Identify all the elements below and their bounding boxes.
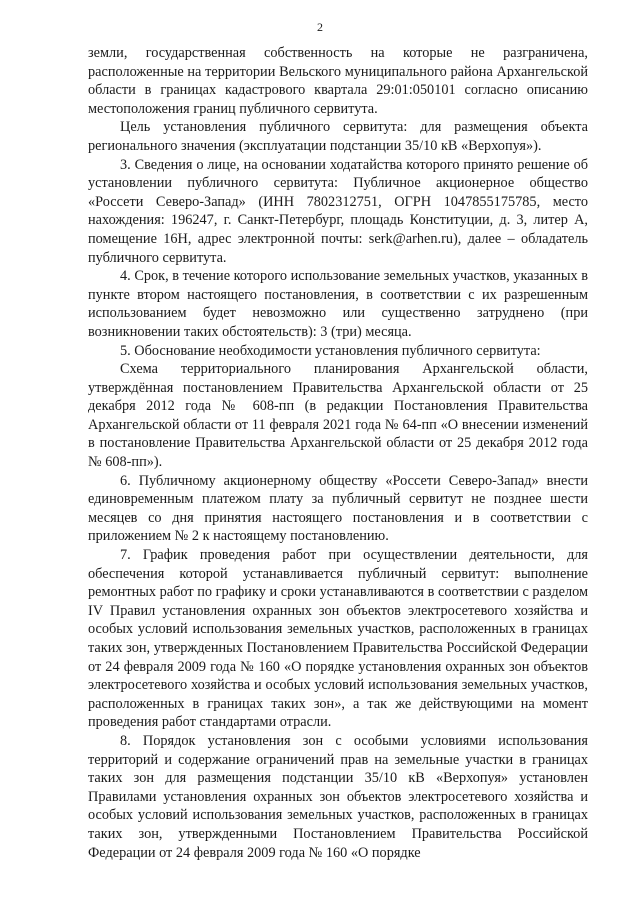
paragraph-territorial-scheme: Схема территориального планирования Архангельской области, утверждённая постановлением Правительства Архангельской области от 25 декабря 2012 года № 608-пп (в редакции Постановления Правительства Архангельской области от 11 февраля 2021 года № 64-пп «О внесении изменений в постановление Правительства Архангельской области от 25 декабря 2012 года № 608-пп»). bbox=[88, 361, 588, 471]
document-body bbox=[88, 44, 588, 862]
paragraph-servitude-purpose: Цель установления публичного сервитута: для размещения объекта регионального значения (эксплуатации подстанции 35/10 кВ «Верхопуя»). bbox=[88, 119, 588, 154]
paragraph-5-justification: 5. Обоснование необходимости установления публичного сервитута: bbox=[120, 342, 541, 359]
paragraph-7-work-schedule: 7. График проведения работ при осуществлении деятельности, для обеспечения которой устанавливается публичный сервитут: выполнение ремонтных работ по графику и сроки устанавливаются в соответствии с разделом IV Правил установления охранных зон объектов электросетевого хозяйства и особых условий использования земельных участков, расположенных в границах таких зон, утвержденных Постановлением Правительства Российской Федерации от 24 февраля 2009 года № 160 «О порядке установления охранных зон объектов электросетевого хозяйства и особых условий использования земельных участков, расположенных в границах таких зон», а так же действующими на момент проведения работ стандартами отрасли. bbox=[88, 547, 588, 731]
paragraph-3-petitioner-info: 3. Сведения о лице, на основании ходатайства которого принято решение об установлении публичного сервитута: Публичное акционерное общество «Россети Северо-Запад» (ИНН 7802312751, ОГРН 1047855175785, место нахождения: 196247, г. Санкт-Петербург, площадь Конституции, д. 3, литер А, помещение 16Н, адрес электронной почты: serk@arhen.ru), далее – обладатель публичного сервитута. bbox=[88, 156, 588, 266]
paragraph-6-payment: 6. Публичному акционерному обществу «Россети Северо-Запад» внести единовременным платежом плату за публичный сервитут не позднее шести месяцев со дня принятия настоящего постановления и в соответствии с приложением № 2 к настоящему постановлению. bbox=[88, 472, 588, 545]
paragraph-land-description: земли, государственная собственность на которые не разграничена, расположенные на территории Вельского муниципального района Архангельской области в границах кадастрового квартала 29:01:050101 согласно описанию местоположения границ публичного сервитута. bbox=[88, 45, 588, 117]
page-number: 2 bbox=[317, 20, 323, 34]
paragraph-8-zone-procedure: 8. Порядок установления зон с особыми условиями использования территорий и содержание ограничений прав на земельные участки в границах таких зон для размещения подстанции 35/10 кВ «Верхопуя» установлен Правилами установления охранных зон объектов электросетевого хозяйства и особых условий использования земельных участков, расположенных в границах таких зон, утвержденными Постановлением Правительства Российской Федерации от 24 февраля 2009 года № 160 «О порядке bbox=[88, 732, 588, 861]
paragraph-4-term: 4. Срок, в течение которого использование земельных участков, указанных в пункте втором настоящего постановления, в соответствии с их разрешенным использованием будет невозможно или существенно затруднено (при возникновении таких обстоятельств): 3 (три) месяца. bbox=[88, 268, 588, 340]
